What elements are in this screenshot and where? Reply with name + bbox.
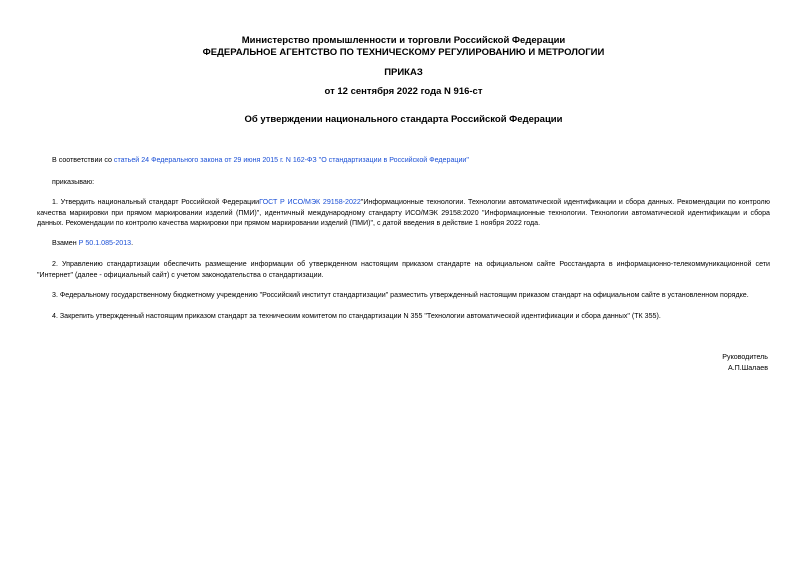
item-3-text: 3. Федеральному государственному бюджетному учреждению "Российский институт стандартизации" разместить утвержденный настоящим приказом стандарт на официальном сайте в установленном порядке.	[52, 291, 749, 299]
item-1-text-before: 1. Утвердить национальный стандарт Российской Федерации	[52, 198, 260, 206]
signature-name: А.П.Шалаев	[727, 364, 768, 372]
replace-paragraph	[37, 238, 770, 249]
document-date-number: от 12 сентября 2022 года N 916-ст	[324, 86, 483, 97]
signature-position: Руководитель	[722, 353, 768, 361]
item-4-text: 4. Закрепить утвержденный настоящим приказом стандарт за техническим комитетом по стандартизации N 355 "Технологии автоматической идентификации и сбора данных" (ТК 355).	[52, 312, 661, 320]
document-type: ПРИКАЗ	[384, 67, 423, 78]
basis-text: В соответствии со	[52, 156, 114, 164]
item-2-text: 2. Управлению стандартизации обеспечить размещение информации об утвержденном настоящим приказом стандарте на официальном сайте Росстандарта в информационно-телекоммуникационной сети "Интернет" (далее - официальный сайт) с учетом законодательства о стандартизации.	[37, 260, 770, 279]
ministry-heading: Министерство промышленности и торговли Российской Федерации	[241, 35, 566, 46]
item-1-text-after: "Информационные технологии. Технологии автоматической идентификации и сбора данных. Рекомендации по контролю качества маркировки при прямом маркировании изделий (ПМИ)", идентичный международному стандарту ИСО/МЭК 29158:2020 "Информационные технологии. Технологии автоматической идентификации и сбора данных. Рекомендации по контролю качества маркировки при прямом маркировании изделий (ПМИ)", с датой введения в действие 1 ноября 2022 года.	[37, 198, 770, 227]
item-3-paragraph	[37, 290, 770, 301]
item-1-paragraph	[37, 197, 770, 229]
item-4-paragraph	[37, 311, 770, 322]
order-text: приказываю:	[52, 178, 95, 186]
gost-standard-link[interactable]: ГОСТ Р ИСО/МЭК 29158-2022	[259, 198, 361, 206]
agency-heading: ФЕДЕРАЛЬНОЕ АГЕНТСТВО ПО ТЕХНИЧЕСКОМУ РЕГУЛИРОВАНИЮ И МЕТРОЛОГИИ	[202, 47, 605, 58]
replace-text-end: .	[131, 239, 134, 247]
federal-law-link[interactable]: статьей 24 Федерального закона от 29 июня 2015 г. N 162-ФЗ "О стандартизации в Российской Федерации"	[113, 156, 469, 164]
item-2-paragraph	[37, 259, 770, 280]
replace-text: Взамен	[52, 239, 79, 247]
replaced-standard-link[interactable]: Р 50.1.085-2013	[78, 239, 132, 247]
document-subject: Об утверждении национального стандарта Российской Федерации	[244, 114, 563, 125]
basis-paragraph	[37, 155, 770, 166]
order-paragraph	[37, 177, 770, 188]
